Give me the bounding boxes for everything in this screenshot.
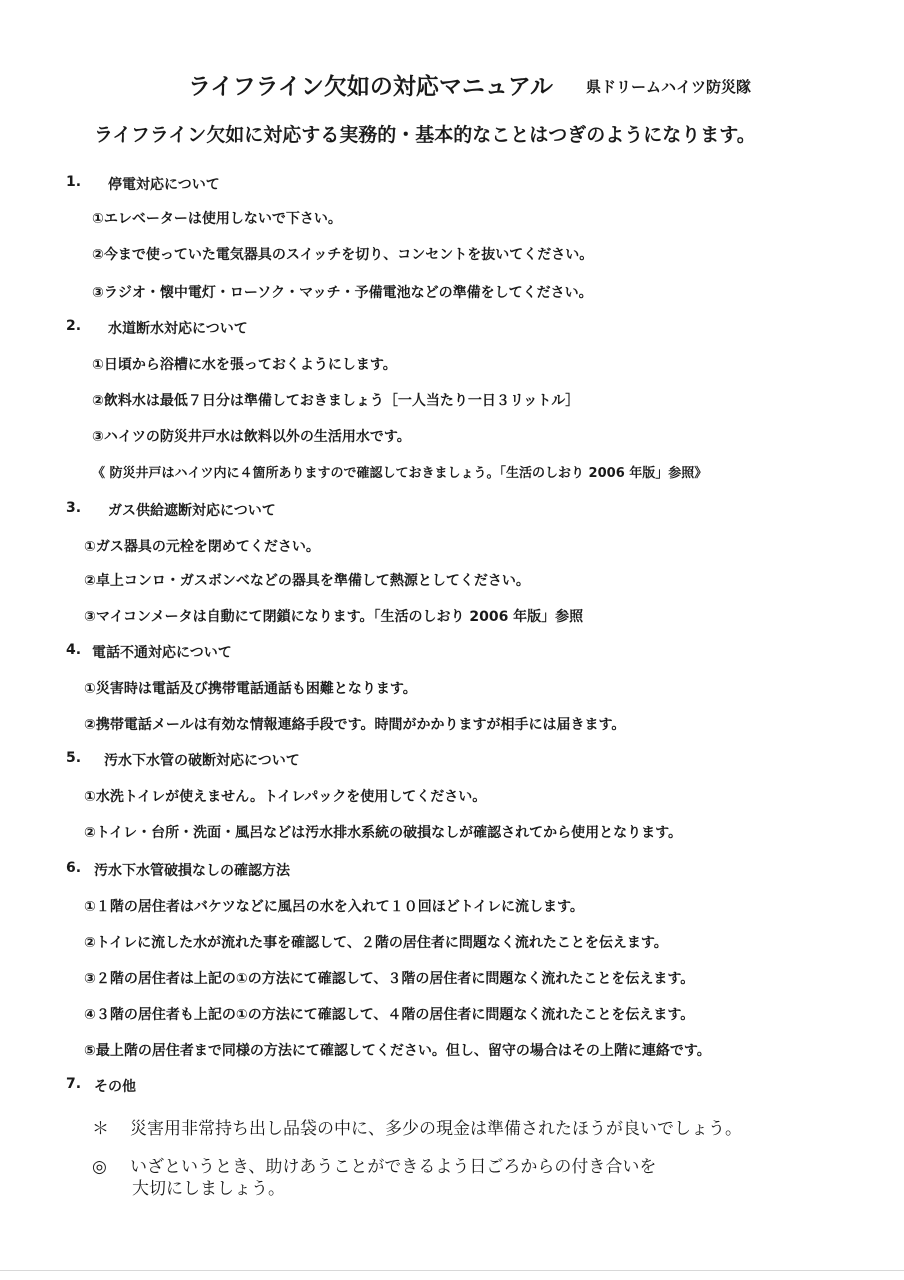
list-item: ②卓上コンロ・ガスボンベなどの器具を準備して熱源としてください。	[84, 573, 530, 589]
section-heading-6	[0, 858, 904, 884]
section-number: 5.	[66, 750, 82, 766]
list-item: ②今まで使っていた電気器具のスイッチを切り、コンセントを抜いてください。	[92, 247, 594, 263]
section-title: ガス供給遮断対応について	[108, 503, 276, 519]
list-item: ①災害時は電話及び携帯電話通話も困難となります。	[84, 681, 417, 697]
list-item: ③マイコンメータは自動にて閉鎖になります。「生活のしおり 2006 年版」参照	[84, 609, 584, 625]
section-title: 水道断水対応について	[108, 321, 248, 337]
list-item: ①１階の居住者はバケツなどに風呂の水を入れて１０回ほどトイレに流します。	[84, 899, 584, 915]
section-title: 汚水下水管の破断対応について	[104, 753, 300, 769]
section-title: その他	[94, 1079, 136, 1095]
list-item: ②トイレ・台所・洗面・風呂などは汚水排水系統の破損なしが確認されてから使用となります。	[84, 825, 683, 841]
page-subtitle: ライフライン欠如に対応する実務的・基本的なことはつぎのようになります。	[94, 124, 756, 146]
list-item: ③ハイツの防災井戸水は飲料以外の生活用水です。	[92, 429, 411, 445]
header	[0, 64, 904, 104]
organization-name: 県ドリームハイツ防災隊	[586, 78, 752, 96]
section-number: 6.	[66, 860, 82, 876]
list-item: ②携帯電話メールは有効な情報連絡手段です。時間がかかりますが相手には届きます。	[84, 717, 626, 733]
list-item: ④３階の居住者も上記の①の方法にて確認して、４階の居住者に問題なく流れたことを伝えます。	[84, 1007, 695, 1023]
asterisk-icon: ＊	[92, 1119, 109, 1139]
section-heading-2	[0, 316, 904, 342]
section-title: 電話不通対応について	[92, 645, 232, 661]
list-item: ③ラジオ・懐中電灯・ローソク・マッチ・予備電池などの準備をしてください。	[92, 285, 593, 301]
list-item: ③２階の居住者は上記の①の方法にて確認して、３階の居住者に問題なく流れたことを伝えます。	[84, 971, 695, 987]
list-item: ①水洗トイレが使えません。トイレパックを使用してください。	[84, 789, 487, 805]
list-item: ①エレベーターは使用しないで下さい。	[92, 211, 342, 227]
section-heading-3	[0, 498, 904, 524]
section-title: 停電対応について	[108, 177, 220, 193]
section-number: 1.	[66, 174, 82, 190]
section-heading-5	[0, 748, 904, 774]
note-cash	[92, 1114, 742, 1139]
section-heading-1	[0, 172, 904, 198]
note-community-continued: 大切にしましょう。	[132, 1179, 285, 1199]
section-number: 7.	[66, 1076, 82, 1092]
list-item: ②トイレに流した水が流れた事を確認して、２階の居住者に問題なく流れたことを伝えます。	[84, 935, 668, 951]
page-title: ライフライン欠如の対応マニュアル	[188, 74, 554, 100]
list-item: ①日頃から浴槽に水を張っておくようにします。	[92, 357, 397, 373]
double-circle-icon: ◎	[92, 1157, 107, 1177]
list-item: ②飲料水は最低７日分は準備しておきましょう［一人当たり一日３リットル］	[92, 393, 580, 409]
section-title: 汚水下水管破損なしの確認方法	[94, 863, 290, 879]
scan-edge-divider	[0, 1270, 904, 1271]
well-note: 《 防災井戸はハイツ内に４箇所ありますので確認しておきましょう。「生活のしおり 2006 年版」参照》	[92, 466, 708, 481]
list-item: ⑤最上階の居住者まで同様の方法にて確認してください。但し、留守の場合はその上階に連絡です。	[84, 1043, 711, 1059]
section-number: 4.	[66, 642, 82, 658]
section-heading-4	[0, 640, 904, 666]
section-heading-7	[0, 1074, 904, 1100]
section-number: 3.	[66, 500, 82, 516]
note-text: 災害用非常持ち出し品袋の中に、多少の現金は準備されたほうが良いでしょう。	[130, 1119, 742, 1139]
list-item: ①ガス器具の元栓を閉めてください。	[84, 539, 320, 555]
section-number: 2.	[66, 318, 82, 334]
note-text: いざというとき、助けあうことができるよう日ごろからの付き合いを	[130, 1157, 657, 1177]
